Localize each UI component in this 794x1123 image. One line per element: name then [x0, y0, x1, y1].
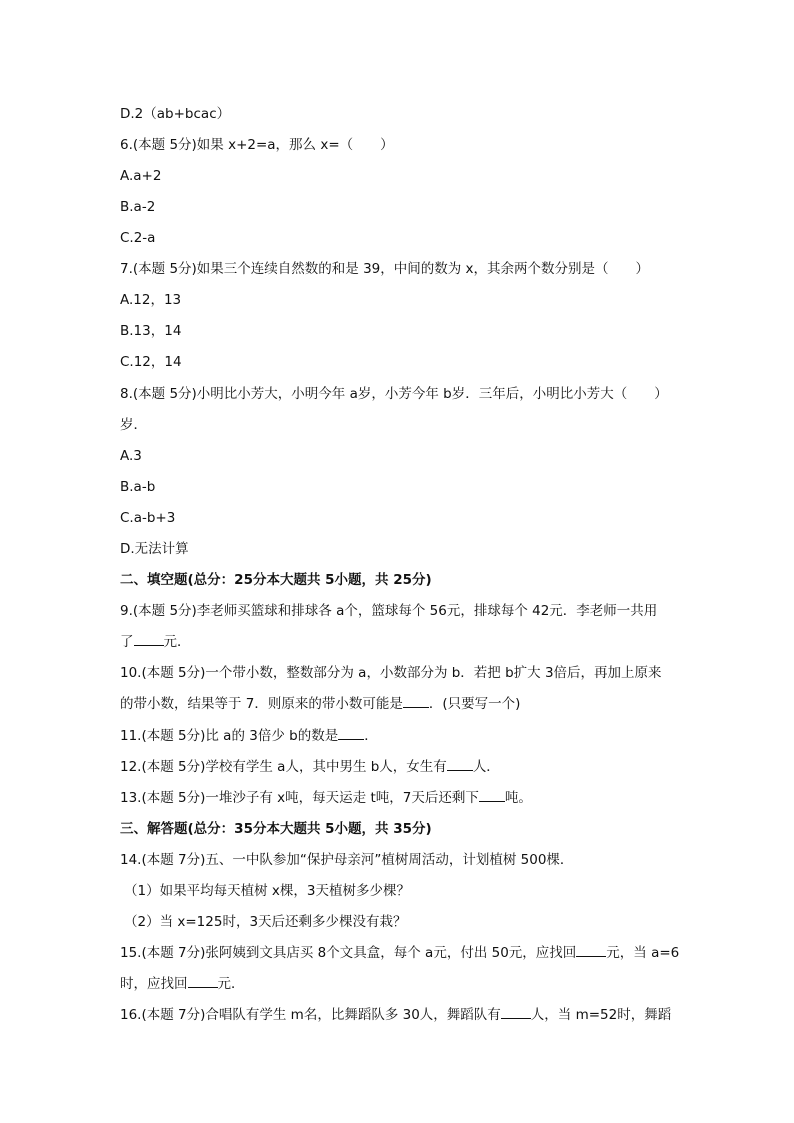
question-14-part-1: （1）如果平均每天植树 x棵，3天植树多少棵？: [124, 883, 410, 899]
section-2-heading: 二、填空题(总分：25分本大题共 5小题，共 25分): [120, 572, 432, 588]
q15-text-middle: 元，当 a=6: [606, 945, 680, 961]
question-15: [120, 944, 684, 962]
question-6: 6.(本题 5分)如果 x+2=a，那么 x=（ ）: [120, 137, 394, 153]
question-9-continued: [120, 633, 684, 651]
q5-option-d: D.2（ab+bcac）: [120, 106, 231, 122]
q13-text-after: 吨。: [504, 790, 532, 806]
q13-text-before: 13.(本题 5分)一堆沙子有 x吨，每天运走 t吨，7天后还剩下: [120, 790, 479, 806]
answer-blank: [479, 789, 505, 802]
question-15-continued: [120, 975, 684, 993]
question-9: 9.(本题 5分)李老师买篮球和排球各 a个，篮球每个 56元，排球每个 42元．李老师一共用: [120, 603, 658, 619]
q12-text-before: 12.(本题 5分)学校有学生 a人，其中男生 b人，女生有: [120, 759, 447, 775]
q11-text-after: ．: [364, 728, 378, 744]
q16-text-before: 16.(本题 7分)合唱队有学生 m名，比舞蹈队多 30人，舞蹈队有: [120, 1007, 501, 1023]
question-8: 8.(本题 5分)小明比小芳大，小明今年 a岁，小芳今年 b岁．三年后，小明比小芳大（ ）: [120, 386, 668, 402]
q8-option-d: D.无法计算: [120, 541, 189, 557]
answer-blank: [338, 727, 364, 740]
answer-blank: [403, 695, 429, 708]
q6-option-a: A.a+2: [120, 168, 162, 184]
question-13: [120, 789, 684, 807]
q6-option-b: B.a-2: [120, 199, 156, 215]
question-14-part-2: （2）当 x=125时，3天后还剩多少棵没有栽？: [124, 914, 407, 930]
q10-text-before: 的带小数，结果等于 7．则原来的带小数可能是: [120, 696, 403, 712]
q8-option-b: B.a-b: [120, 479, 156, 495]
question-10: 10.(本题 5分)一个带小数，整数部分为 a，小数部分为 b．若把 b扩大 3倍后，再加上原来: [120, 665, 662, 681]
question-7: 7.(本题 5分)如果三个连续自然数的和是 39，中间的数为 x，其余两个数分别是（ ）: [120, 261, 650, 277]
q16-text-after: 人，当 m=52时，舞蹈: [530, 1007, 672, 1023]
q11-text-before: 11.(本题 5分)比 a的 3倍少 b的数是: [120, 728, 339, 744]
question-12: [120, 758, 684, 776]
answer-blank: [447, 758, 473, 771]
q10-text-after: ．(只要写一个): [428, 696, 521, 712]
question-10-continued: [120, 695, 684, 713]
q8-option-c: C.a-b+3: [120, 510, 176, 526]
question-11: [120, 727, 684, 745]
q15-cont-text-before: 时，应找回: [120, 976, 188, 992]
section-3-heading: 三、解答题(总分：35分本大题共 5小题，共 35分): [120, 821, 432, 837]
q7-option-c: C.12，14: [120, 354, 182, 370]
question-14: 14.(本题 7分)五、一中队参加“保护母亲河”植树周活动，计划植树 500棵．: [120, 852, 574, 868]
answer-blank: [188, 975, 218, 988]
q7-option-b: B.13，14: [120, 323, 182, 339]
q9-text-after: 元．: [163, 634, 191, 650]
q8-option-a: A.3: [120, 448, 142, 464]
question-16: [120, 1006, 684, 1024]
q7-option-a: A.12，13: [120, 292, 182, 308]
q15-cont-text-after: 元．: [217, 976, 245, 992]
answer-blank: [576, 944, 606, 957]
q15-text-before: 15.(本题 7分)张阿姨到文具店买 8个文具盒，每个 a元，付出 50元，应找回: [120, 945, 577, 961]
q9-text-before: 了: [120, 634, 134, 650]
answer-blank: [134, 633, 164, 646]
q12-text-after: 人．: [472, 759, 500, 775]
answer-blank: [501, 1006, 531, 1019]
q6-option-c: C.2-a: [120, 230, 156, 246]
question-8-continued: 岁．: [120, 417, 147, 433]
